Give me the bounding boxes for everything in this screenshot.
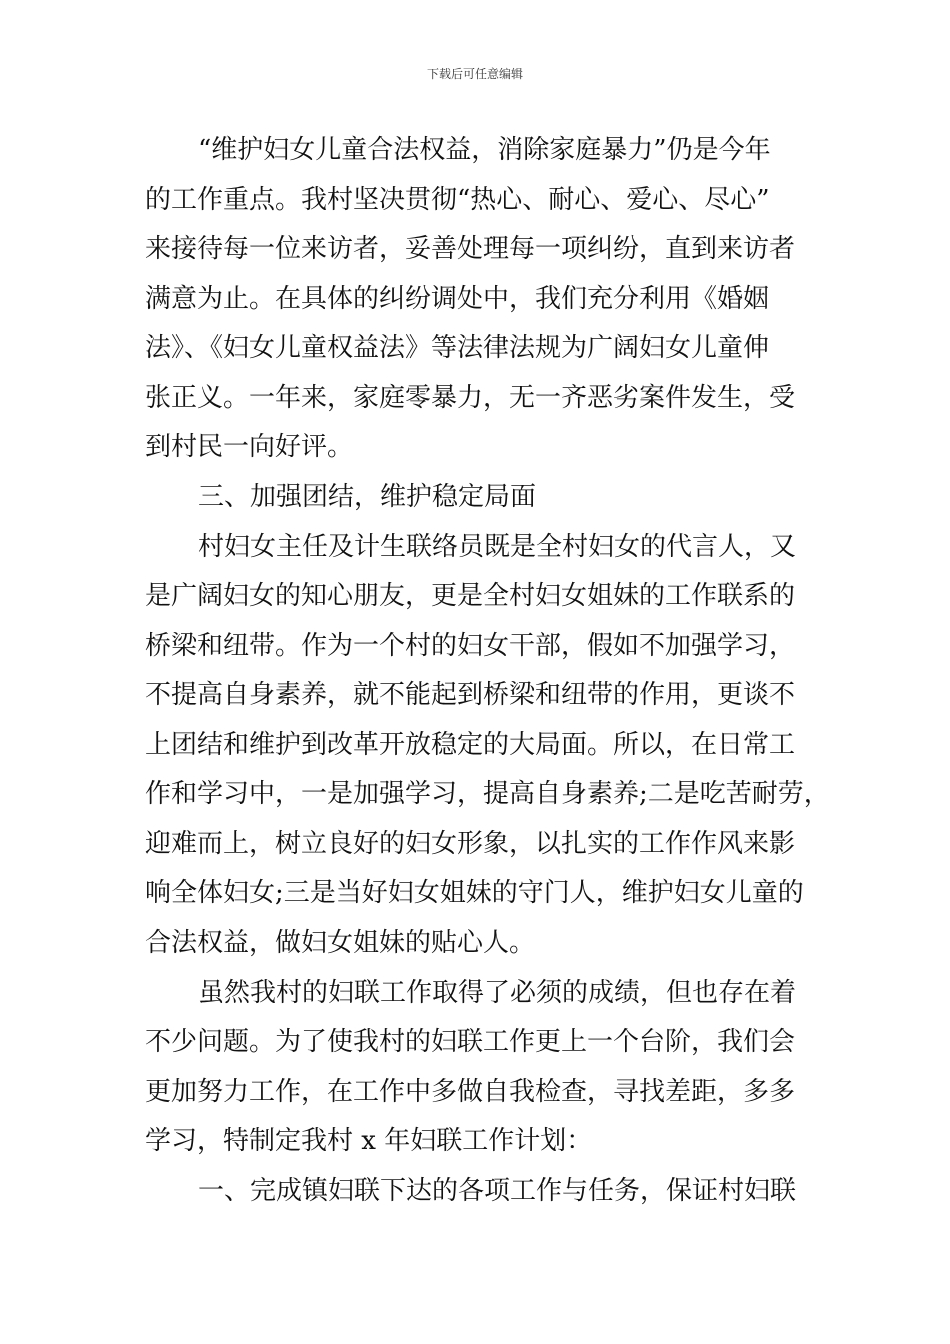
text-line: 不少问题。为了使我村的妇联工作更上一个台阶，我们会	[145, 1027, 796, 1057]
text-line: 上团结和维护到改革开放稳定的大局面。所以，在日常工	[145, 729, 796, 760]
page-header: 下载后可任意编辑	[426, 67, 523, 81]
text-line: 响全体妇女;三是当好妇女姐妹的守门人，维护妇女儿童的	[145, 878, 804, 908]
text-line: “维护妇女儿童合法权益，消除家庭暴力”仍是今年	[198, 135, 771, 165]
text-line: 满意为止。在具体的纠纷调处中，我们充分利用《婚姻	[145, 283, 770, 314]
text-line: 的工作重点。我村坚决贯彻“热心、耐心、爱心、尽心”	[145, 184, 770, 215]
text-line: 来接待每一位来访者，妥善处理每一项纠纷，直到来访者	[145, 234, 796, 264]
text-line: 桥梁和纽带。作为一个村的妇女干部，假如不加强学习，	[145, 630, 796, 661]
text-line: 更加努力工作，在工作中多做自我检查，寻找差距，多多	[145, 1076, 796, 1107]
section-heading-three	[145, 473, 815, 523]
text-line: 学习，特制定我村 x 年妇联工作计划：	[145, 1126, 593, 1156]
text-line: 一、完成镇妇联下达的各项工作与任务，保证村妇联	[198, 1175, 797, 1206]
paragraph-work-plan-intro	[145, 969, 815, 1167]
text-line: 到村民一向好评。	[145, 432, 354, 462]
paragraph-section-one	[145, 1167, 815, 1217]
text-line: 合法权益，做妇女姐妹的贴心人。	[145, 927, 536, 958]
text-line: 作和学习中，一是加强学习，提高自身素养;二是吃苦耐劳，	[145, 779, 830, 809]
text-line: 不提高自身素养，就不能起到桥梁和纽带的作用，更谈不	[145, 680, 796, 710]
text-line: 张正义。一年来，家庭零暴力，无一齐恶劣案件发生，受	[145, 382, 796, 413]
text-line: 村妇女主任及计生联络员既是全村妇女的代言人，又	[198, 531, 797, 562]
text-line: 三、加强团结，维护稳定局面	[198, 482, 537, 512]
text-line: 法》、《妇女儿童权益法》等法律法规为广阔妇女儿童伸	[145, 333, 770, 363]
text-line: 是广阔妇女的知心朋友，更是全村妇女姐妹的工作联系的	[145, 581, 796, 611]
paragraph-unity-stability	[145, 523, 830, 969]
text-line: 迎难而上，树立良好的妇女形象，以扎实的工作作风来影	[145, 828, 796, 859]
text-line: 虽然我村的妇联工作取得了必须的成绩，但也存在着	[198, 977, 797, 1008]
paragraph-domestic-violence	[145, 126, 815, 473]
document-body	[145, 126, 830, 1216]
